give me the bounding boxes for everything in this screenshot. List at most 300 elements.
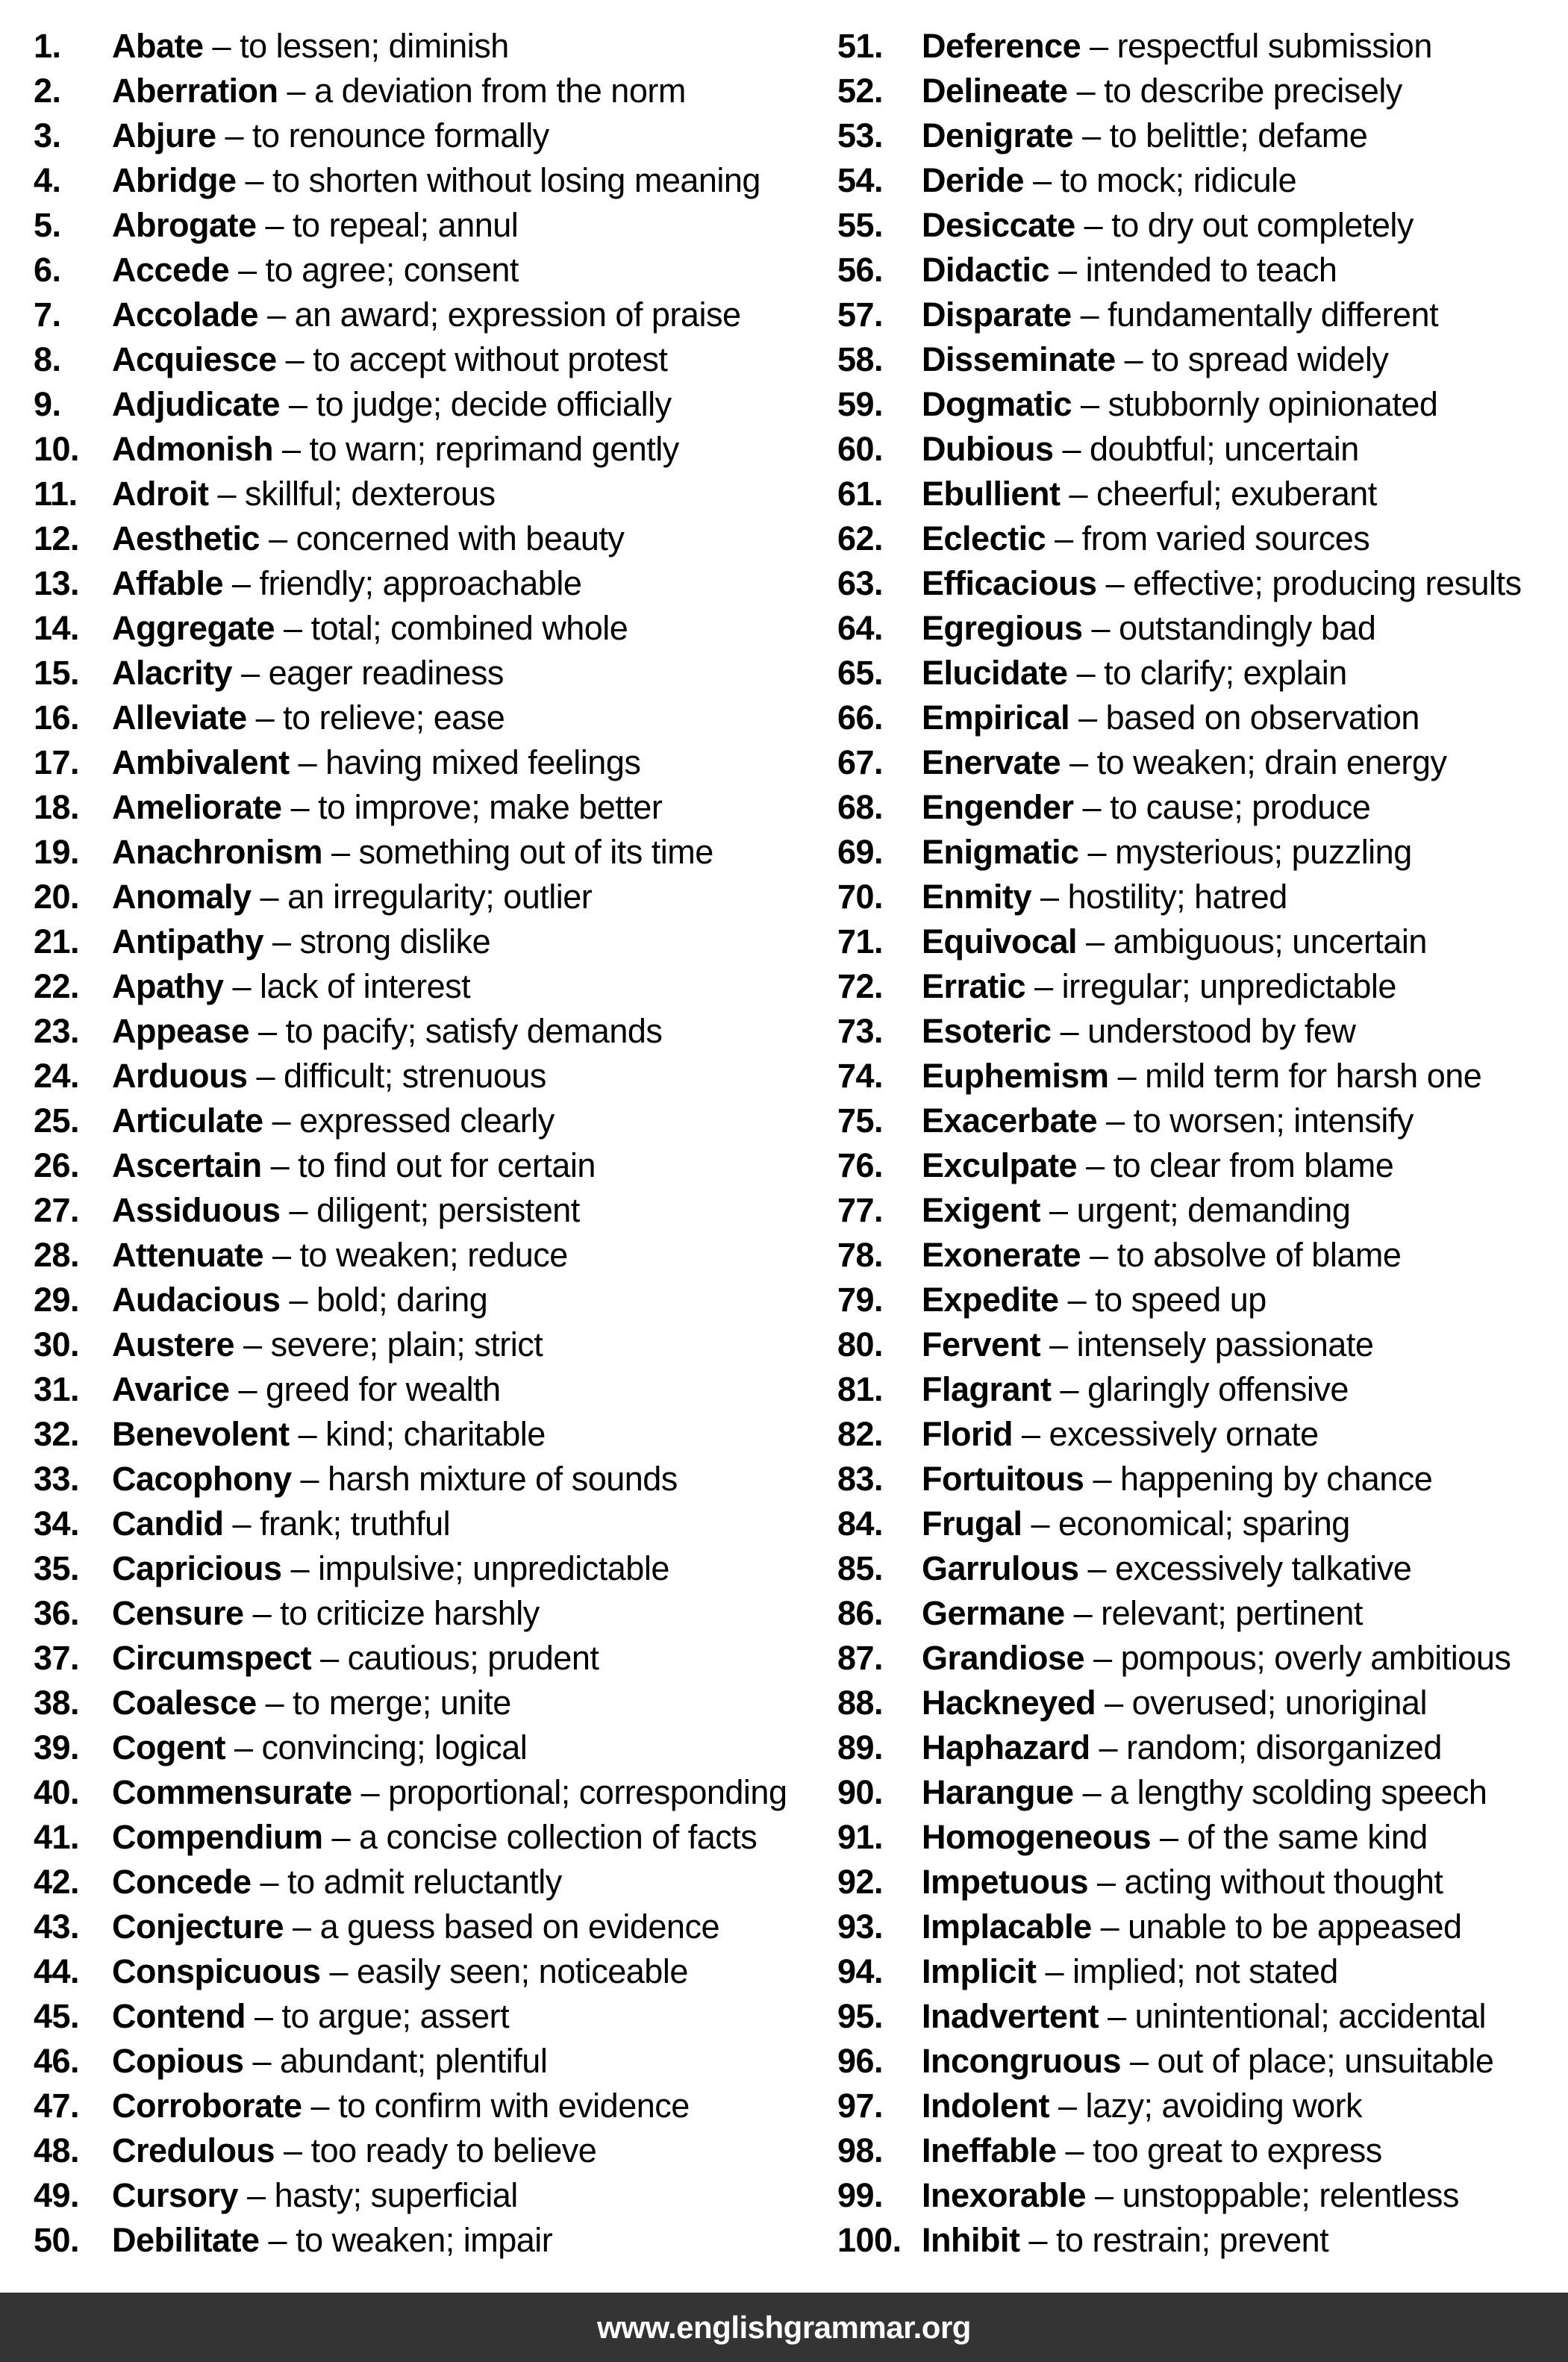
item-definition: – kind; charitable: [289, 1415, 546, 1453]
item-word: Exculpate: [922, 1146, 1078, 1184]
list-item: [837, 1188, 1568, 1233]
item-definition: – hasty; superficial: [238, 2176, 518, 2214]
item-definition: – to cause; produce: [1073, 788, 1371, 826]
item-definition: – to judge; decide officially: [280, 385, 672, 423]
list-item: [34, 1143, 784, 1188]
item-word: Aesthetic: [112, 519, 260, 557]
item-word: Austere: [112, 1325, 235, 1363]
item-number: 39.: [34, 1728, 80, 1766]
item-word: Conspicuous: [112, 1952, 321, 1990]
list-item: [837, 1367, 1568, 1412]
item-number: 93.: [837, 1908, 884, 1946]
list-item: [34, 696, 784, 740]
list-item: [837, 875, 1568, 919]
vocab-columns: [0, 24, 1568, 2263]
list-item: [34, 1681, 784, 1725]
item-word: Hackneyed: [922, 1684, 1096, 1722]
item-number: 42.: [34, 1863, 80, 1901]
item-word: Flagrant: [922, 1370, 1052, 1408]
item-definition: – fundamentally different: [1071, 296, 1439, 334]
item-word: Alacrity: [112, 654, 233, 692]
item-word: Anachronism: [112, 833, 323, 871]
item-definition: – to describe precisely: [1067, 72, 1402, 110]
list-item: [837, 1815, 1568, 1860]
item-number: 91.: [837, 1818, 884, 1856]
item-number: 95.: [837, 1997, 884, 2035]
item-definition: – expressed clearly: [263, 1102, 555, 1140]
item-word: Acquiesce: [112, 340, 277, 378]
item-word: Compendium: [112, 1818, 323, 1856]
item-definition: – severe; plain; strict: [234, 1325, 543, 1363]
item-word: Ebullient: [922, 475, 1061, 513]
item-word: Assiduous: [112, 1191, 281, 1229]
list-item: [837, 1009, 1568, 1054]
list-item: [34, 382, 784, 427]
item-definition: – excessively talkative: [1078, 1549, 1412, 1587]
item-definition: – to repeal; annul: [256, 206, 519, 244]
item-word: Exigent: [922, 1191, 1041, 1229]
item-word: Euphemism: [922, 1057, 1109, 1095]
item-word: Didactic: [922, 251, 1050, 289]
list-item: [34, 1994, 784, 2039]
list-item: [34, 203, 784, 248]
list-item: [34, 2128, 784, 2173]
item-word: Appease: [112, 1012, 250, 1050]
item-number: 14.: [34, 609, 80, 647]
item-definition: – difficult; strenuous: [247, 1057, 546, 1095]
item-definition: – a guess based on evidence: [284, 1908, 719, 1946]
list-item: [837, 696, 1568, 740]
item-word: Candid: [112, 1505, 224, 1543]
list-item: [837, 1054, 1568, 1099]
item-number: 67.: [837, 743, 884, 781]
list-item: [34, 248, 784, 293]
item-word: Frugal: [922, 1505, 1022, 1543]
item-definition: – to lessen; diminish: [203, 27, 509, 65]
item-word: Incongruous: [922, 2042, 1121, 2080]
item-number: 24.: [34, 1057, 80, 1095]
list-item: [837, 1099, 1568, 1143]
item-number: 40.: [34, 1773, 80, 1811]
item-number: 63.: [837, 564, 884, 602]
list-item: [34, 2039, 784, 2084]
item-word: Copious: [112, 2042, 244, 2080]
list-item: [837, 2218, 1568, 2263]
item-word: Audacious: [112, 1281, 281, 1319]
list-item: [837, 113, 1568, 158]
item-word: Cacophony: [112, 1460, 292, 1498]
item-number: 2.: [34, 72, 61, 110]
item-number: 75.: [837, 1102, 884, 1140]
item-number: 30.: [34, 1325, 80, 1363]
list-item: [34, 1054, 784, 1099]
item-number: 53.: [837, 116, 884, 154]
item-word: Abrogate: [112, 206, 257, 244]
item-definition: – unstoppable; relentless: [1086, 2176, 1459, 2214]
list-item: [837, 472, 1568, 516]
item-word: Aberration: [112, 72, 278, 110]
item-word: Eclectic: [922, 519, 1046, 557]
item-number: 90.: [837, 1773, 884, 1811]
item-number: 98.: [837, 2131, 884, 2169]
item-number: 38.: [34, 1684, 80, 1722]
item-number: 74.: [837, 1057, 884, 1095]
item-number: 84.: [837, 1505, 884, 1543]
item-number: 3.: [34, 116, 61, 154]
item-number: 45.: [34, 1997, 80, 2035]
list-item: [34, 1099, 784, 1143]
item-definition: – based on observation: [1069, 699, 1419, 737]
list-item: [34, 337, 784, 382]
item-word: Avarice: [112, 1370, 230, 1408]
item-number: 11.: [34, 475, 78, 513]
list-item: [34, 113, 784, 158]
item-definition: – to weaken; drain energy: [1061, 743, 1447, 781]
item-definition: – unable to be appeased: [1091, 1908, 1462, 1946]
item-definition: – out of place; unsuitable: [1120, 2042, 1494, 2080]
item-number: 29.: [34, 1281, 80, 1319]
list-item: [837, 561, 1568, 606]
item-number: 13.: [34, 564, 80, 602]
item-definition: – to accept without protest: [276, 340, 668, 378]
list-item: [837, 785, 1568, 830]
item-definition: – lazy; avoiding work: [1049, 2087, 1363, 2125]
item-definition: – to clear from blame: [1077, 1146, 1394, 1184]
item-definition: – lack of interest: [223, 967, 471, 1005]
item-word: Inhibit: [922, 2221, 1020, 2259]
item-number: 87.: [837, 1639, 884, 1677]
list-item: [34, 1367, 784, 1412]
item-definition: – friendly; approachable: [223, 564, 582, 602]
item-definition: – to weaken; reduce: [263, 1236, 568, 1274]
item-number: 72.: [837, 967, 884, 1005]
list-item: [34, 1636, 784, 1681]
item-number: 69.: [837, 833, 884, 871]
item-definition: – irregular; unpredictable: [1025, 967, 1396, 1005]
item-definition: – a concise collection of facts: [322, 1818, 758, 1856]
list-item: [837, 2039, 1568, 2084]
item-definition: – economical; sparing: [1022, 1505, 1350, 1543]
item-number: 46.: [34, 2042, 80, 2080]
item-word: Circumspect: [112, 1639, 312, 1677]
item-definition: – eager readiness: [232, 654, 504, 692]
item-number: 47.: [34, 2087, 80, 2125]
item-number: 4.: [34, 161, 61, 199]
item-definition: – ambiguous; uncertain: [1077, 922, 1427, 960]
list-item: [837, 427, 1568, 472]
vocab-column-left: [0, 24, 787, 2263]
item-word: Benevolent: [112, 1415, 290, 1453]
list-item: [34, 1009, 784, 1054]
item-word: Fervent: [922, 1325, 1041, 1363]
item-number: 6.: [34, 251, 61, 289]
list-item: [34, 1770, 787, 1815]
item-word: Accede: [112, 251, 230, 289]
list-item: [837, 158, 1568, 203]
item-number: 49.: [34, 2176, 80, 2214]
item-word: Exacerbate: [922, 1102, 1098, 1140]
item-definition: – pompous; overly ambitious: [1084, 1639, 1511, 1677]
item-number: 85.: [837, 1549, 884, 1587]
list-item: [837, 1143, 1568, 1188]
item-number: 9.: [34, 385, 61, 423]
item-word: Homogeneous: [922, 1818, 1152, 1856]
item-word: Aggregate: [112, 609, 275, 647]
item-definition: – concerned with beauty: [260, 519, 625, 557]
footer-bar: [0, 2293, 1568, 2362]
item-word: Deference: [922, 27, 1081, 65]
item-definition: – intensely passionate: [1040, 1325, 1374, 1363]
item-word: Inadvertent: [922, 1997, 1099, 2035]
item-definition: – to argue; assert: [245, 1997, 510, 2035]
item-definition: – frank; truthful: [223, 1505, 451, 1543]
list-item: [837, 1994, 1568, 2039]
item-definition: – to improve; make better: [281, 788, 663, 826]
item-word: Capricious: [112, 1549, 282, 1587]
item-definition: – too great to express: [1056, 2131, 1382, 2169]
item-word: Efficacious: [922, 564, 1097, 602]
list-item: [34, 427, 784, 472]
list-item: [34, 158, 784, 203]
item-number: 78.: [837, 1236, 884, 1274]
list-item: [34, 1322, 784, 1367]
list-item: [837, 1278, 1568, 1322]
item-word: Empirical: [922, 699, 1070, 737]
item-number: 37.: [34, 1639, 80, 1677]
item-number: 5.: [34, 206, 61, 244]
item-number: 89.: [837, 1728, 884, 1766]
item-definition: – of the same kind: [1151, 1818, 1428, 1856]
item-definition: – greed for wealth: [229, 1370, 501, 1408]
item-word: Arduous: [112, 1057, 248, 1095]
item-definition: – from varied sources: [1046, 519, 1370, 557]
item-definition: – strong dislike: [263, 922, 491, 960]
item-definition: – to merge; unite: [256, 1684, 511, 1722]
item-word: Florid: [922, 1415, 1013, 1453]
item-definition: – to renounce formally: [216, 116, 549, 154]
item-number: 86.: [837, 1594, 884, 1632]
list-item: [837, 1457, 1568, 1502]
item-number: 58.: [837, 340, 884, 378]
item-word: Dogmatic: [922, 385, 1072, 423]
list-item: [34, 1591, 784, 1636]
item-number: 97.: [837, 2087, 884, 2125]
list-item: [34, 1412, 784, 1457]
list-item: [34, 1546, 784, 1591]
list-item: [837, 1725, 1568, 1770]
item-definition: – having mixed feelings: [289, 743, 641, 781]
item-word: Enervate: [922, 743, 1061, 781]
item-definition: – effective; producing results: [1096, 564, 1522, 602]
item-definition: – mild term for harsh one: [1108, 1057, 1482, 1095]
item-word: Cogent: [112, 1728, 225, 1766]
item-word: Censure: [112, 1594, 244, 1632]
list-item: [837, 24, 1568, 69]
item-definition: – random; disorganized: [1090, 1728, 1442, 1766]
item-word: Implacable: [922, 1908, 1092, 1946]
item-number: 15.: [34, 654, 80, 692]
item-number: 59.: [837, 385, 884, 423]
item-number: 55.: [837, 206, 884, 244]
item-number: 36.: [34, 1594, 80, 1632]
list-item: [837, 1905, 1568, 1949]
item-number: 7.: [34, 296, 61, 334]
item-definition: – a deviation from the norm: [278, 72, 686, 110]
list-item: [34, 1860, 784, 1905]
list-item: [837, 1591, 1568, 1636]
item-definition: – to warn; reprimand gently: [273, 430, 679, 468]
list-item: [34, 1188, 784, 1233]
item-number: 76.: [837, 1146, 884, 1184]
item-definition: – to speed up: [1058, 1281, 1266, 1319]
list-item: [34, 1949, 784, 1994]
item-word: Dubious: [922, 430, 1054, 468]
item-word: Elucidate: [922, 654, 1068, 692]
list-item: [837, 1770, 1568, 1815]
item-number: 33.: [34, 1460, 80, 1498]
item-number: 48.: [34, 2131, 80, 2169]
item-definition: – hostility; hatred: [1031, 878, 1287, 916]
item-number: 81.: [837, 1370, 884, 1408]
item-definition: – harsh mixture of sounds: [291, 1460, 678, 1498]
list-item: [34, 561, 784, 606]
item-word: Concede: [112, 1863, 252, 1901]
item-number: 28.: [34, 1236, 80, 1274]
list-item: [34, 785, 784, 830]
item-number: 44.: [34, 1952, 80, 1990]
list-item: [837, 1546, 1568, 1591]
item-definition: – to mock; ridicule: [1024, 161, 1297, 199]
list-item: [34, 1457, 784, 1502]
list-item: [34, 1278, 784, 1322]
list-item: [34, 875, 784, 919]
item-word: Alleviate: [112, 699, 247, 737]
list-item: [34, 2218, 784, 2263]
item-definition: – to dry out completely: [1075, 206, 1414, 244]
item-definition: – relevant; pertinent: [1064, 1594, 1363, 1632]
item-definition: – a lengthy scolding speech: [1073, 1773, 1487, 1811]
list-item: [34, 516, 784, 561]
item-definition: – outstandingly bad: [1082, 609, 1376, 647]
item-number: 18.: [34, 788, 80, 826]
item-number: 96.: [837, 2042, 884, 2080]
item-definition: – impulsive; unpredictable: [281, 1549, 669, 1587]
item-number: 79.: [837, 1281, 884, 1319]
list-item: [837, 1681, 1568, 1725]
list-item: [34, 1815, 784, 1860]
list-item: [34, 69, 784, 113]
item-word: Coalesce: [112, 1684, 257, 1722]
item-word: Ameliorate: [112, 788, 282, 826]
item-number: 34.: [34, 1505, 80, 1543]
item-word: Cursory: [112, 2176, 239, 2214]
list-item: [837, 740, 1568, 785]
item-definition: – acting without thought: [1088, 1863, 1443, 1901]
list-item: [837, 2084, 1568, 2128]
item-definition: – excessively ornate: [1012, 1415, 1319, 1453]
item-number: 100.: [837, 2221, 902, 2259]
item-number: 41.: [34, 1818, 80, 1856]
footer-url: www.englishgrammar.org: [597, 2309, 971, 2345]
list-item: [34, 830, 784, 875]
item-word: Engender: [922, 788, 1074, 826]
list-item: [34, 740, 784, 785]
item-word: Contend: [112, 1997, 246, 2035]
item-word: Implicit: [922, 1952, 1037, 1990]
list-item: [837, 2128, 1568, 2173]
item-word: Equivocal: [922, 922, 1078, 960]
item-definition: – to weaken; impair: [259, 2221, 553, 2259]
item-number: 51.: [837, 27, 884, 65]
item-word: Erratic: [922, 967, 1026, 1005]
item-number: 22.: [34, 967, 80, 1005]
list-item: [34, 964, 784, 1009]
item-definition: – intended to teach: [1049, 251, 1337, 289]
item-definition: – implied; not stated: [1036, 1952, 1338, 1990]
item-word: Egregious: [922, 609, 1083, 647]
item-word: Credulous: [112, 2131, 275, 2169]
item-definition: – skillful; dexterous: [208, 475, 496, 513]
list-item: [34, 2084, 784, 2128]
list-item: [837, 293, 1568, 337]
item-number: 77.: [837, 1191, 884, 1229]
item-number: 27.: [34, 1191, 80, 1229]
list-item: [837, 516, 1568, 561]
item-word: Disseminate: [922, 340, 1116, 378]
item-definition: – urgent; demanding: [1040, 1191, 1351, 1229]
item-number: 26.: [34, 1146, 80, 1184]
list-item: [34, 651, 784, 696]
item-word: Denigrate: [922, 116, 1074, 154]
list-item: [837, 1502, 1568, 1546]
item-number: 32.: [34, 1415, 80, 1453]
item-word: Grandiose: [922, 1639, 1085, 1677]
list-item: [34, 1905, 784, 1949]
item-number: 12.: [34, 519, 80, 557]
item-number: 56.: [837, 251, 884, 289]
item-word: Desiccate: [922, 206, 1075, 244]
list-item: [837, 606, 1568, 651]
item-word: Abjure: [112, 116, 216, 154]
item-word: Haphazard: [922, 1728, 1090, 1766]
list-item: [34, 919, 784, 964]
item-word: Admonish: [112, 430, 273, 468]
item-definition: – convincing; logical: [225, 1728, 528, 1766]
item-number: 71.: [837, 922, 884, 960]
item-word: Anomaly: [112, 878, 252, 916]
item-word: Harangue: [922, 1773, 1074, 1811]
item-number: 35.: [34, 1549, 80, 1587]
item-word: Accolade: [112, 296, 259, 334]
item-word: Attenuate: [112, 1236, 264, 1274]
item-word: Garrulous: [922, 1549, 1079, 1587]
list-item: [34, 2173, 784, 2218]
list-item: [34, 1502, 784, 1546]
item-number: 10.: [34, 430, 80, 468]
item-definition: – to relieve; ease: [246, 699, 505, 737]
item-number: 21.: [34, 922, 80, 960]
list-item: [837, 337, 1568, 382]
list-item: [837, 1636, 1568, 1681]
item-number: 54.: [837, 161, 884, 199]
item-word: Inexorable: [922, 2176, 1087, 2214]
item-number: 8.: [34, 340, 61, 378]
item-definition: – an award; expression of praise: [258, 296, 741, 334]
list-item: [837, 1233, 1568, 1278]
list-item: [837, 248, 1568, 293]
list-item: [34, 472, 784, 516]
item-word: Ambivalent: [112, 743, 290, 781]
